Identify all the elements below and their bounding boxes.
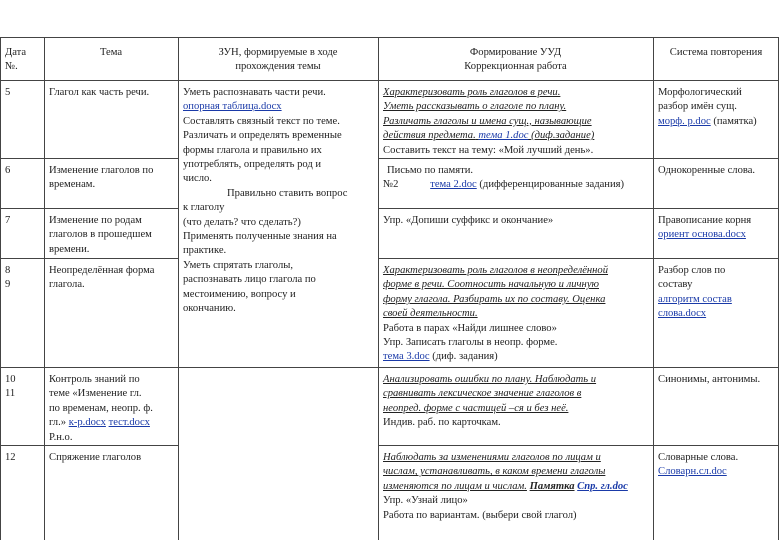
zun-line: Уметь распознавать части речи. (183, 87, 326, 98)
row-number (5, 264, 10, 293)
uud-line: Упр. «Допиши суффикс и окончание» (383, 215, 554, 226)
uud-line: Индив. раб. по карточкам. (383, 417, 501, 429)
file-link[interactable]: опорная таблица.docx (183, 101, 282, 113)
uud-line: (диф. задания) (432, 351, 498, 363)
header-zun (180, 46, 376, 75)
row-topic-text: Р.н.о. (49, 431, 73, 443)
row-repeat (658, 86, 777, 129)
row-topic (49, 451, 176, 465)
file-link[interactable]: тема 3.doc (383, 351, 430, 363)
row-number-text: 12 (5, 452, 16, 463)
table-border (0, 208, 179, 209)
table-border (378, 258, 779, 259)
table-border (0, 37, 1, 540)
uud-line: Работа по вариантам. (выбери свой глагол) (383, 509, 577, 521)
table-border (378, 158, 779, 159)
repeat-line: Правописание корня (658, 215, 752, 226)
zun-line: Применять полученные знания на (183, 231, 337, 243)
zun-line: Составлять связный текст по теме. (183, 115, 340, 127)
row-repeat (658, 264, 777, 322)
zun-line: Правильно ставить вопрос (227, 187, 348, 199)
table-border (378, 208, 779, 209)
zun-line: число. (183, 173, 212, 185)
uud-line: форме в речи. Соотносить начальную и личную (383, 279, 599, 291)
zun-line: (что делать? что сделать?) (183, 216, 301, 228)
header-topic-label: Тема (99, 47, 123, 58)
uud-line: Письмо по памяти. (387, 165, 474, 176)
row-uud (383, 86, 651, 158)
header-uud (380, 46, 651, 75)
table-border (778, 37, 779, 540)
header-uud-line: Коррекционная работа (464, 61, 567, 73)
uud-line: (диф.задание) (531, 130, 595, 142)
row-topic-text: Неопределённая форма глагола. (49, 265, 155, 291)
table-border (178, 37, 179, 540)
file-link[interactable]: Словарн.сл.doc (658, 466, 727, 478)
row-topic (49, 86, 176, 100)
file-link[interactable]: слова.docx (658, 308, 707, 320)
row-number-text: 10 11 (5, 374, 16, 400)
uud-line: изменяются по лицам и числам. (383, 480, 527, 492)
table-border (0, 158, 179, 159)
table-border (0, 258, 179, 259)
uud-line: Работа в парах «Найди лишнее слово» (383, 322, 557, 334)
file-link[interactable]: тема 1.doc (478, 130, 529, 142)
zun-line: употреблять, определять род и (183, 159, 322, 171)
uud-line: (дифференцированные задания) (479, 179, 625, 191)
uud-line: числам, устанавливать, в каком времени глаголы (383, 466, 606, 478)
uud-line: сравнивать лексическое значение глаголов в (383, 388, 582, 400)
file-link[interactable]: алгоритм состав (658, 293, 732, 305)
row-repeat (658, 214, 777, 243)
row-number (5, 86, 10, 100)
uud-line: действия предмета. (383, 130, 476, 142)
row-number (5, 164, 10, 178)
repeat-line: Однокоренные слова. (658, 165, 756, 176)
row-topic-text: Глагол как часть речи. (49, 87, 150, 98)
uud-line: Составить текст на тему: «Мой лучший день». (383, 144, 594, 156)
table-border (378, 445, 779, 446)
file-link[interactable]: к-р.docx (68, 417, 106, 429)
row-uud (383, 373, 651, 431)
file-link[interactable]: морф. р.doc (658, 115, 711, 127)
file-link[interactable]: Спр. гл.doc (577, 480, 628, 492)
repeat-line: Синонимы, антонимы. (658, 374, 761, 385)
row-topic (49, 264, 176, 293)
memo-label: Памятка (529, 480, 575, 492)
zun-cell (183, 86, 376, 317)
uud-line: неопред. форме с частицей –ся и без неё. (383, 402, 569, 414)
row-repeat (658, 451, 777, 480)
uud-line: Характеризовать роль глаголов в неопределённой (383, 265, 609, 276)
row-number-text: 7 (5, 215, 11, 226)
row-uud (383, 264, 651, 365)
uud-line: своей деятельности. (383, 308, 478, 320)
table-border (0, 367, 779, 368)
header-repeat (655, 46, 777, 60)
row-uud (383, 451, 651, 523)
row-topic (49, 373, 176, 445)
zun-line: Уметь спрятать глаголы, (183, 259, 294, 271)
file-link[interactable]: тест.docx (108, 417, 150, 429)
row-number-text: 6 (5, 165, 11, 176)
file-link[interactable]: тема 2.doc (430, 179, 477, 191)
row-uud (383, 214, 651, 228)
row-topic-text: по временам, неопр. ф. (49, 402, 153, 414)
header-zun-line: прохождения темы (235, 61, 321, 73)
zun-line: к глаголу (183, 202, 225, 214)
row-number (5, 373, 16, 402)
row-topic-text: Спряжение глаголов (49, 452, 142, 463)
zun-line: формы глагола и правильно их (183, 144, 322, 156)
repeat-line: составу (658, 279, 693, 291)
table-border (378, 37, 379, 540)
row-topic-text: теме «Изменение гл. (49, 388, 142, 400)
header-topic (46, 46, 176, 60)
table-border (44, 37, 45, 540)
file-link[interactable]: ориент основа.docx (658, 229, 746, 241)
row-topic (49, 164, 176, 193)
repeat-line: Морфологический (658, 87, 742, 98)
row-repeat (658, 373, 777, 387)
table-border (0, 445, 179, 446)
row-number-text: 5 (5, 87, 11, 98)
zun-line: местоимению, вопросу и (183, 288, 296, 300)
uud-line: Упр. Записать глаголы в неопр. форме. (383, 337, 558, 349)
uud-line: форму глагола. Разбирать их по составу. Оценка (383, 293, 606, 305)
row-number (5, 451, 16, 465)
header-uud-line: Формирование УУД (469, 47, 562, 58)
repeat-line: Словарные слова. (658, 452, 739, 463)
header-zun-line: ЗУН, формируемые в ходе (218, 47, 338, 58)
uud-line: Различать глаголы и имена сущ., называющие (383, 115, 592, 127)
row-number-text: 8 9 (5, 265, 11, 291)
row-number (5, 214, 10, 228)
uud-line: Уметь рассказывать о глаголе по плану. (383, 101, 567, 113)
table-border (653, 37, 654, 540)
zun-line: распознавать лицо глагола по (183, 274, 316, 286)
row-uud (383, 164, 651, 193)
header-date-label: Дата №. (5, 47, 27, 73)
row-repeat (658, 164, 777, 178)
uud-line: Упр. «Узнай лицо» (383, 495, 468, 507)
uud-line: Характеризовать роль глаголов в речи. (383, 87, 561, 98)
uud-line: Анализировать ошибки по плану. Наблюдать и (383, 374, 597, 385)
row-topic (49, 214, 176, 257)
row-topic-text: гл.» (49, 417, 67, 429)
repeat-line: (памятка) (713, 115, 757, 127)
table-border (0, 80, 779, 81)
header-date (5, 46, 41, 75)
row-topic-text: Изменение по родам глаголов в прошедшем времени. (49, 215, 152, 255)
row-topic-text: Изменение глаголов по временам. (49, 165, 154, 191)
zun-line: практике. (183, 245, 227, 257)
row-topic-text: Контроль знаний по (49, 374, 140, 385)
repeat-line: Разбор слов по (658, 265, 726, 276)
zun-line: окончанию. (183, 303, 236, 315)
table-border (0, 37, 779, 38)
repeat-line: разбор имён сущ. (658, 101, 737, 113)
uud-line: Наблюдать за изменениями глаголов по лицам и (383, 452, 601, 463)
uud-line: №2 (383, 179, 399, 191)
zun-line: Различать и определять временные (183, 130, 342, 142)
header-repeat-label: Система повторения (669, 47, 763, 58)
